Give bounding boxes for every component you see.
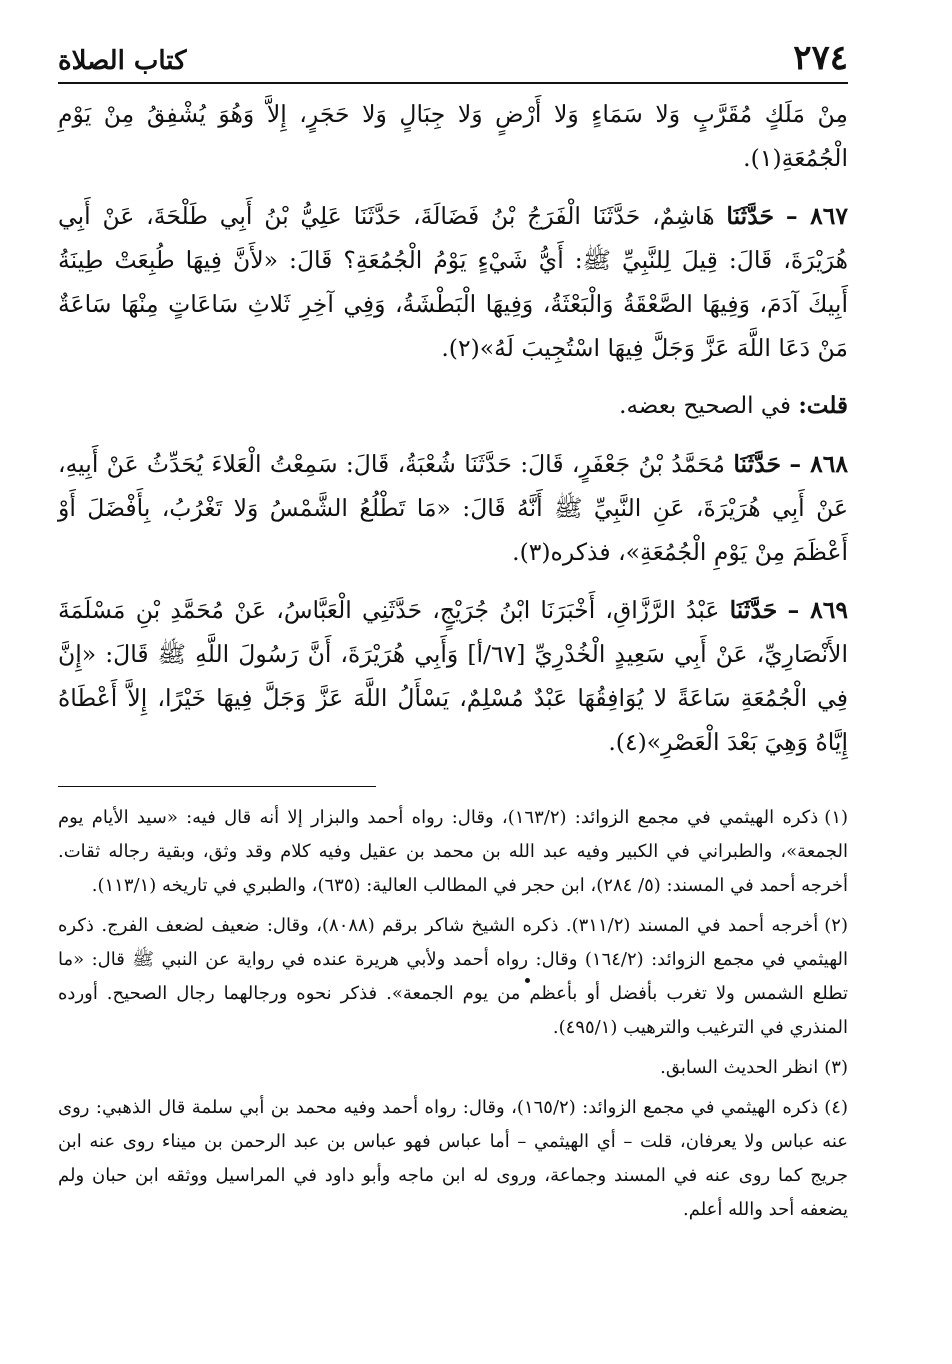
haddathana-word: حَدَّثَنَا [729, 596, 778, 624]
footnote-text: ذكره الهيثمي في مجمع الزوائد: (١٦٥/٢)، وقال: رواه أحمد وفيه محمد بن أبي سلمة قال الذهبي: روى عنه عباس ولا يعرفان، قلت – أي الهيثمي – أما عباس فهو عباس بن عبد الرحمن بن ميناء روى عنه ابن جريج كما روى عنه في المسند وجماعة، وروى له ابن ماجه وأبو داود في المراسيل ووثقه ابن حبان ولم يضعفه أحد والله أعلم. [58, 1097, 848, 1220]
hadith-868 [58, 442, 848, 574]
continuation-text: مِنْ مَلَكٍ مُقَرَّبٍ وَلا سَمَاءٍ وَلا أَرْضٍ وَلا جِبَالٍ وَلا حَجَرٍ، إِلاَّ وَهُوَ يُشْفِقُ مِنْ يَوْمِ الْجُمُعَةِ(١). [58, 100, 848, 172]
footnote-text: ذكره الهيثمي في مجمع الزوائد: (١٦٣/٢)، وقال: رواه أحمد والبزار إلا أنه قال فيه: «سيد الأيام يوم الجمعة»، والطبراني في الكبير وفيه عبد الله بن محمد بن عقيل وفيه كلام وقد وثق، وبقية رجاله ثقات. أخرجه أحمد في المسند: (٥/ ٢٨٤)، ابن حجر في المطالب العالية: (٦٣٥)، والطبري في تاريخه (١١٣/١). [58, 807, 848, 896]
footnote-3 [58, 1051, 848, 1085]
hadith-text: هَاشِمٌ، حَدَّثَنَا الْفَرَجُ بْنُ فَضَالَةَ، حَدَّثَنَا عَلِيُّ بْنُ أَبِي طَلْحَةَ، عَنْ أَبِي هُرَيْرَةَ، قَالَ: قِيلَ لِلنَّبِيِّ ﷺ: أَيُّ شَيْءٍ يَوْمُ الْجُمُعَةِ؟ قَالَ: «لأَنَّ فِيهَا طُبِعَتْ طِينَةُ أَبِيكَ آدَمَ، وَفِيهَا الصَّعْقَةُ وَالْبَعْثَةُ، وَفِيهَا الْبَطْشَةُ، وَفِي آخِرِ ثَلاثِ سَاعَاتٍ مِنْهَا سَاعَةٌ مَنْ دَعَا اللَّهَ عَزَّ وَجَلَّ فِيهَا اسْتُجِيبَ لَهُ»(٢). [58, 202, 848, 362]
footnotes [58, 801, 848, 1227]
footnote-number: (٣) [824, 1057, 848, 1078]
note-label: قلت: [798, 392, 848, 419]
footnote-4 [58, 1091, 848, 1227]
continuation-paragraph [58, 92, 848, 180]
main-text [58, 92, 848, 764]
hadith-869 [58, 588, 848, 764]
hadith-text: مُحَمَّدُ بْنُ جَعْفَرٍ، قَالَ: حَدَّثَنَا شُعْبَةُ، قَالَ: سَمِعْتُ الْعَلاءَ يُحَدِّثُ عَنْ أَبِيهِ، عَنْ أَبِي هُرَيْرَةَ، عَنِ النَّبِيِّ ﷺ أَنَّهُ قَالَ: «مَا تَطْلُعُ الشَّمْسُ وَلا تَغْرُبُ، بِأَفْضَلَ أَوْ أَعْظَمَ مِنْ يَوْمِ الْجُمُعَةِ»، فذكره(٣). [58, 450, 848, 566]
footnote-separator [58, 786, 376, 787]
book-page [58, 38, 848, 1233]
footnote-2 [58, 909, 848, 1045]
hadith-number: ٨٦٨ – [789, 450, 848, 478]
footnote-text: انظر الحديث السابق. [660, 1057, 819, 1078]
footnote-text: أخرجه أحمد في المسند (٣١١/٢). ذكره الشيخ شاكر برقم (٨٠٨٨)، وقال: ضعيف لضعف الفرج. ذكره الهيثمي في مجمع الزوائد: (١٦٤/٢) وقال: رواه أحمد ولأبي هريرة عنده في رواية عن النبي ﷺ قال: «ما تطلع الشمس ولا تغرب بأفضل أو بأعظم من يوم الجمعة». فذكر نحوه ورجالهما رجال الصحيح. أورده المنذري في الترغيب والترهيب (٤٩٥/١). [58, 915, 848, 1038]
footnote-number: (٢) [824, 915, 848, 936]
ink-dot [525, 978, 530, 983]
author-note [58, 384, 848, 428]
page-header [58, 38, 848, 84]
note-text: في الصحيح بعضه. [619, 393, 791, 419]
haddathana-word: حَدَّثَنَا [733, 450, 781, 478]
haddathana-word: حَدَّثَنَا [726, 202, 775, 230]
book-title: كتاب الصلاة [58, 46, 187, 76]
page-number: ٢٧٤ [793, 38, 848, 78]
hadith-number: ٨٦٧ – [785, 202, 848, 230]
footnote-1 [58, 801, 848, 903]
footnote-number: (٤) [824, 1097, 848, 1118]
footnote-number: (١) [824, 807, 849, 828]
hadith-text: عَبْدُ الرَّزَّاقِ، أَخْبَرَنَا ابْنُ جُرَيْجٍ، حَدَّثَنِي الْعَبَّاسُ، عَنْ مُحَمَّدِ بْنِ مَسْلَمَةَ الأَنْصَارِيِّ، عَنْ أَبِي سَعِيدٍ الْخُدْرِيِّ [٦٧/أ] وَأَبِي هُرَيْرَةَ، أَنَّ رَسُولَ اللَّهِ ﷺ قَالَ: «إِنَّ فِي الْجُمُعَةِ سَاعَةً لا يُوَافِقُهَا عَبْدٌ مُسْلِمٌ، يَسْأَلُ اللَّهَ عَزَّ وَجَلَّ فِيهَا خَيْرًا، إِلاَّ أَعْطَاهُ إِيَّاهُ وَهِيَ بَعْدَ الْعَصْرِ»(٤). [58, 596, 848, 756]
hadith-867 [58, 194, 848, 370]
hadith-number: ٨٦٩ – [787, 596, 848, 624]
